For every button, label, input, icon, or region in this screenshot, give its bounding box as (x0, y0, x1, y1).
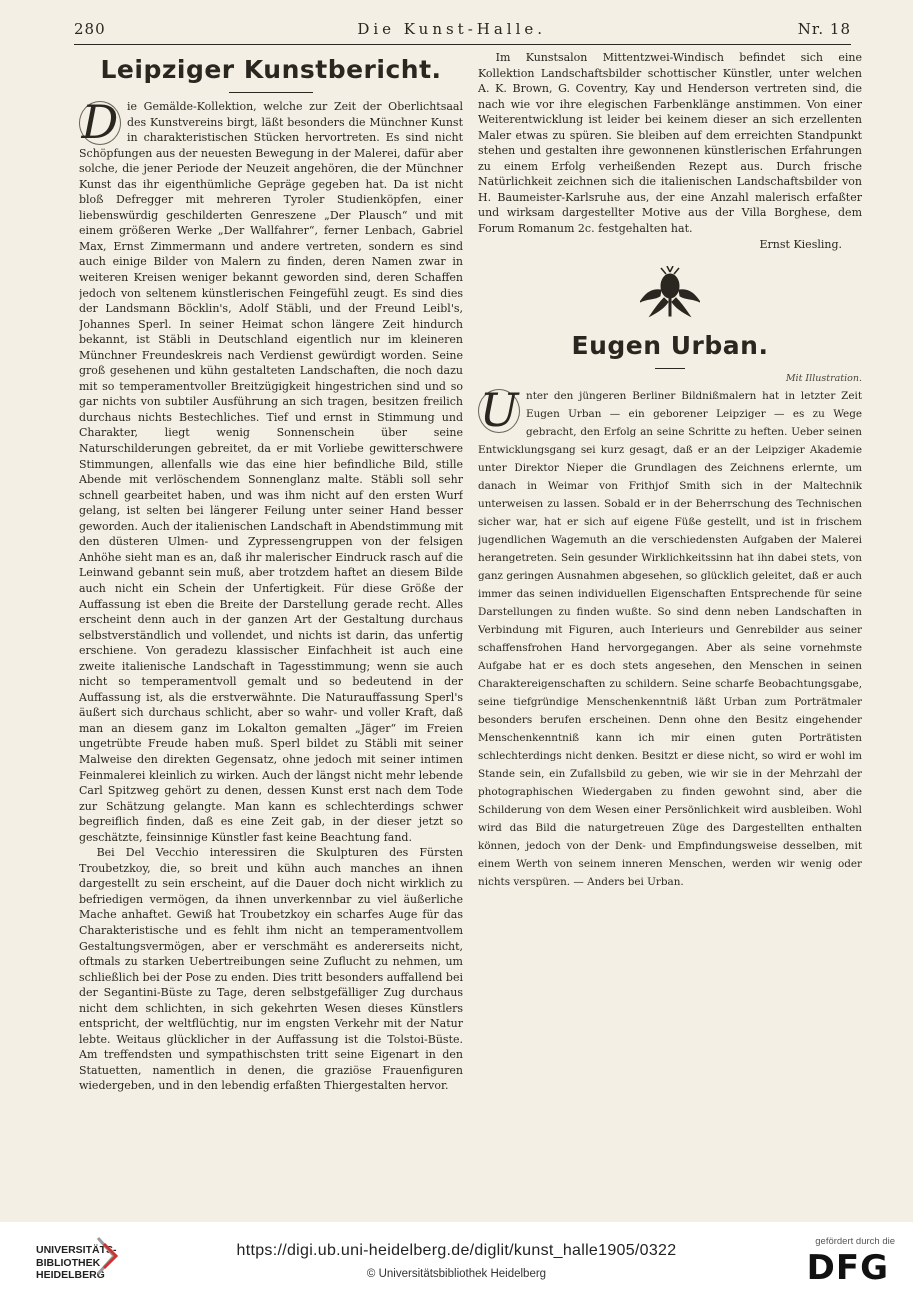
left-column (79, 50, 463, 1166)
dropcap-initial-u: U (479, 382, 519, 437)
article1-paragraph-1 (79, 95, 463, 845)
illustration-caption: Mit Illustration. (785, 373, 862, 385)
article2-paragraph (478, 382, 862, 891)
article1-paragraph-2: Bei Del Vecchio interessiren die Skulpturen des Fürsten Troubetzkoy, die, so breit und kühn auch manches an ihnen dargestellt zu sein erscheint, auf die Dauer doch nicht wirklich zu befriedigen vermögen, da ihnen unverkennbar zu viel äußerliche Mache anhaftet. Gewiß hat Troubetzkoy ein scharfes Auge für das Charakteristische und es fehlt ihm nicht an temperamentvollem Gestaltungsvermögen, aber er verschmäht es andererseits nicht, oftmals zu starken Uebertreibungen seine Zuflucht zu nehmen, um schließlich bei der Pose zu enden. Dies tritt besonders auffallend bei der Segantini-Büste zu Tage, deren selbstgefälliger Zug durchaus nicht dem schlichten, in sich gekehrten Wesen dieses Künstlers entspricht, der weltflüchtig, nur im engsten Verkehr mit der Natur lebte. Weitaus glücklicher in der Auffassung ist die Tolstoi-Büste. Am treffendsten und sympathischsten tritt seine Eigenart in den Statuetten, namentlich in denen, die graziöse Frauenfiguren wiedergeben, und in den lebendig erfaßten Thiergestalten hervor. (79, 846, 463, 1093)
library-name: UNIVERSITÄTS- BIBLIOTHEK HEIDELBERG (36, 1244, 117, 1281)
right-column (478, 50, 862, 1166)
title-rule (229, 92, 313, 93)
dfg-logo: DFG (806, 1248, 889, 1288)
thistle-ornament (478, 266, 862, 318)
running-head (74, 20, 851, 42)
journal-title: Die Kunst-Halle. (357, 20, 547, 38)
article-title-leipzig: Leipziger Kunstbericht. (100, 55, 442, 84)
article1-paragraph-1-text: ie Gemälde-Kollektion, welche zur Zeit der Oberlichtsaal des Kunstvereins birgt, läßt besonders die Münchner Kunst in charakteristischen Stücken hervortreten. Es sind nicht Schöpfungen aus der neuesten Bewegung in der Malerei, dafür aber solche, die jener Periode der Neuzeit angehören, die der Münchner Kunst das ihr eigenthümliche Gepräge gegeben hat. Da ist nicht bloß Defregger mit mehreren Tyroler Studienköpfen, einer liebenswürdig geschilderten Genreszene „Der Plausch“ und mit einem größeren Werke „Der Wallfahrer“, ferner Lenbach, Gabriel Max, Ernst Zimmermann und andere vertreten, sondern es sind auch einige Bilder von Malern zu finden, deren Namen zwar in weiteren Kreisen weniger bekannt geworden sind, deren Schaffen jedoch von seltenem künstlerischen Feingefühl zeugt. Es sind dies der Landsmann Böcklin's, Adolf Stäbli, und der Freund Leibl's, Johannes Sperl. In seiner Heimat schon längere Zeit hindurch bekannt, ist Stäbli in Deutschland eigentlich nur im kleineren Münchner Freundeskreis nach Verdienst gewürdigt worden. Seine groß gesehenen und kühn gestalteten Landschaften, die noch dazu mit so temperamentvoller Breitzügigkeit hingestrichen sind und so gar nichts von subtiler Ausführung an sich tragen, besitzen freilich durchaus nichts Bestechliches. Tief und ernst in Stimmung und Charakter, liegt wenig Sonnenschein über seine Naturschilderungen gebreitet, da er mit Vorliebe gewitterschwere Stimmungen, allenfalls wie das eine hier befindliche Bild, stille Abende mit verlöschendem Sonnenglanz malte. Stäbli soll sehr schnell gearbeitet haben, und was ihm nicht auf den ersten Wurf gelang, ist selten bei längerer Feilung unter seiner Hand besser geworden. Auch der italienischen Landschaft in Abendstimmung mit den düsteren Ulmen- und Zypressengruppen von der felsigen Anhöhe sieht man es an, daß ihr malerischer Eindruck rasch auf die Leinwand gebannt sein muß, aber trotzdem haftet an diesem Bilde auch nicht ein Schein der Unfertigkeit. Für diese Größe der Auffassung ist eben die Breite der Darstellung gerade recht. Alles erscheint denn auch in der ganzen Art der Gestaltung durchaus selbstverständlich und vollendet, und nichts ist darin, das unfertig erschiene. Von geradezu klassischer Einfachheit ist auch eine zweite italienische Landschaft in Tagesstimmung; wenn sie auch nicht so temperamentvoll gemalt und so bedeutend in der Auffassung ist, als die erstverwähnte. Die Naturauffassung Sperl's äußert sich durchaus schlicht, aber so wahr- und voller Kraft, daß man an diesem ganz im Lokalton gemalten „Jäger“ im Freien ungetrübte Freude haben muß. Sperl bildet zu Stäbli mit seiner Malweise den direkten Gegensatz, ohne jedoch mit seiner intimen Feinmalerei kleinlich zu wirken. Auch der längst nicht mehr lebende Carl Spitzweg gehört zu denen, dessen Kunst erst nach dem Tode zur Schätzung gelangte. Man kann es schlechterdings schwer begreiflich finden, daß es eine Zeit gab, in der dieser jetzt so geschätzte, feinsinnige Künstler fast keine Beachtung fand. (79, 100, 463, 844)
funded-by-text: gefördert durch die (815, 1236, 895, 1247)
article-title-urban: Eugen Urban. (571, 331, 769, 361)
article1-paragraph-3: Im Kunstsalon Mittentzwei-Windisch befindet sich eine Kollektion Landschaftsbilder schottischer Künstler, unter welchen A. K. Brown, G. Coventry, Kay und Henderson vertreten sind, die nach wie vor ihre elegischen Farbenklänge anstimmen. Von einer Weiterentwicklung ist leider bei keinem dieser an sich erzellenten Maler etwas zu spüren. Sie bleiben auf dem erreichten Standpunkt stehen und gestalten ihre gewonnenen künstlerischen Erfahrungen zu einem Erfolg verheißenden Rezept aus. Durch frische Natürlichkeit zeichnen sich die italienischen Landschaftsbilder von H. Baumeister-Karlsruhe aus, der eine Anzahl malerisch erfaßter und wirksam dargestellter Motive aus der Villa Borghese, dem Forum Romanum 2c. festgehalten hat. (478, 51, 862, 236)
copyright-notice: © Universitätsbibliothek Heidelberg (366, 1268, 547, 1280)
article1-author: Ernst Kiesling. (759, 237, 842, 251)
article2-paragraph-text: nter den jüngeren Berliner Bildnißmalern hat in letzter Zeit Eugen Urban — ein geborener Leipziger — es zu Wege gebracht, den Erfolg an seine Schritte zu heften. Ueber seinen Entwicklungsgang sei kurz gesagt, daß er an der Leipziger Akademie unter Direktor Nieper die Grundlagen des Zeichnens erlernte, um danach in Weimar von Frithjof Smith sich in der Maltechnik unterweisen zu lassen. Sobald er in der Beherrschung des Technischen sicher war, hat er sich auf eigene Füße gestellt, und ist in frischem jugendlichen Wagemuth an die verschiedensten Aufgaben der Malerei herangetreten. Sein gesunder Wirklichkeitssinn hat ihn dabei stets, von ganz geringen Ausnahmen abgesehen, so glücklich geleitet, daß er auch immer das seinen individuellen Eigenschaften Entsprechende für seine Darstellungen zu finden wußte. So sind denn neben Landschaften in Verbindung mit Figuren, auch Interieurs und Genrebilder aus seiner schaffensfrohen Hand hervorgegangen. Aber als seine vornehmste Aufgabe hat er es doch stets angesehen, den Menschen in seinen Charaktereigenschaften zu schildern. Seine scharfe Beobachtungsgabe, seine tiefgründige Menschenkenntniß läßt Urban zum Porträtmaler besonders berufen erscheinen. Denn ohne den Besitz eingehender Menschenkenntniß kann ich mir einen guten Porträtisten schlechterdings nicht denken. Besitzt er diese nicht, so wird er wohl im Stande sein, ein Zufallsbild zu geben, wie wir sie in der Mehrzahl der photographischen Wiedergaben zu finden gewohnt sind, aber die Schilderung von dem Wesen einer Persönlichkeit wird ausbleiben. Wohl wird das Bild die naturgetreuen Züge des Dargestellten enthalten können, jedoch von der Denk- und Empfindungsweise desselben, mit einem Werth von seinem inneren Menschen, werden wir wenig oder nichts verspüren. — Anders bei Urban. (478, 389, 862, 888)
dropcap-initial-d: D (79, 101, 121, 145)
header-rule (74, 44, 851, 45)
permalink-url[interactable]: https://digi.ub.uni-heidelberg.de/diglit/kunst_halle1905/0322 (236, 1242, 677, 1259)
issue-number: Nr. 18 (797, 20, 851, 38)
caption-rule (655, 368, 685, 369)
thistle-ornament-icon (640, 266, 700, 318)
page-number: 280 (74, 20, 106, 38)
digitization-footer (0, 1222, 913, 1293)
